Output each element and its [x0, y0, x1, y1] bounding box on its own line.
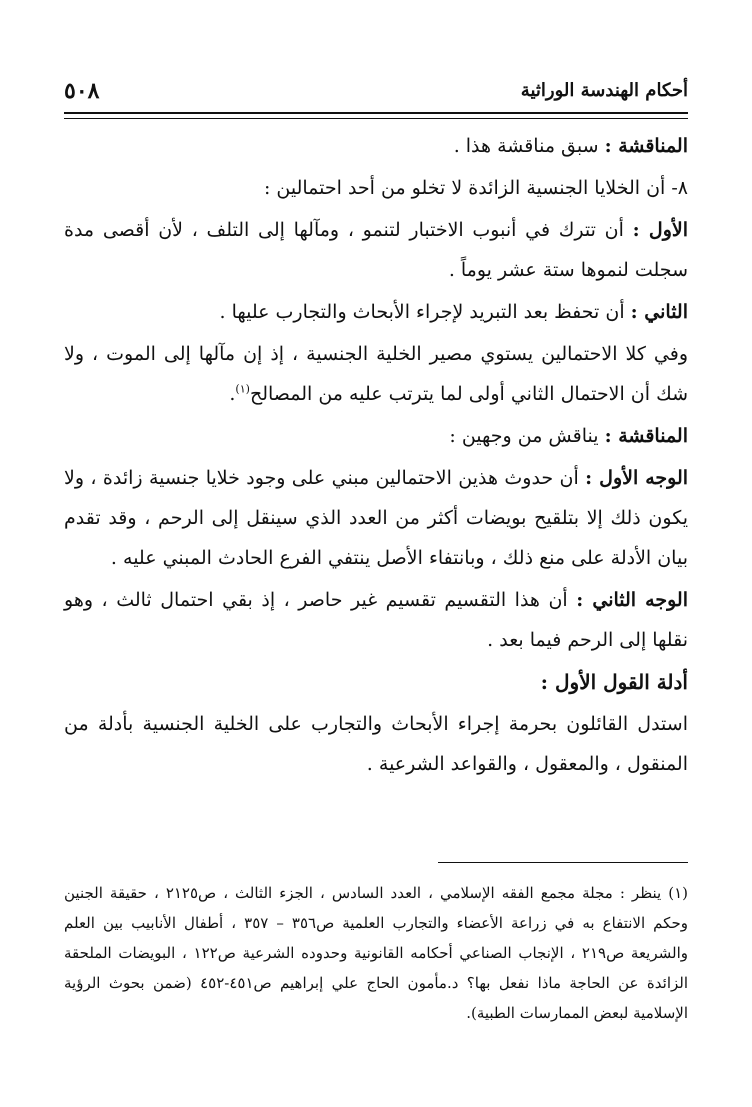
paragraph-text: سبق مناقشة هذا . [453, 135, 605, 157]
paragraph-second-aspect [64, 580, 688, 660]
paragraph-text: أن حدوث هذين الاحتمالين مبني على وجود خلايا جنسية زائدة ، ولا يكون ذلك إلا بتلقيح بويضات أكثر من العدد الذي سينقل إلى الرحم ، وقد تقدم بيان الأدلة على منع ذلك ، وبانتفاء الأصل ينتفي الفرع الحادث المبني عليه . [64, 467, 688, 569]
header-rule-thick [64, 112, 688, 114]
first-label: الأول : [632, 219, 688, 241]
page-header [64, 80, 688, 110]
paragraph-point-8 [64, 168, 688, 208]
paragraph-text: وفي كلا الاحتمالين يستوي مصير الخلية الجنسية ، إذ إن مآلها إلى الموت ، ولا شك أن الاحتمال الثاني أولى لما يترتب عليه من المصالح [64, 343, 688, 405]
footnote-marker: (١) [235, 382, 250, 396]
section-heading: أدلة القول الأول : [540, 670, 688, 694]
paragraph-text: أن تحفظ بعد التبريد لإجراء الأبحاث والتجارب عليها . [219, 301, 631, 323]
second-label: الثاني : [630, 301, 688, 323]
main-text [64, 126, 688, 786]
paragraph-text: يناقش من وجهين : [449, 425, 605, 447]
discussion-label: المناقشة : [604, 135, 688, 157]
paragraph-text: ٨- أن الخلايا الجنسية الزائدة لا تخلو من أحد احتمالين : [263, 177, 688, 199]
paragraph-first-option [64, 210, 688, 290]
paragraph-text: أن تترك في أنبوب الاختبار لتنمو ، ومآلها إلى التلف ، لأن أقصى مدة سجلت لنموها ستة عشر يوماً . [64, 219, 688, 281]
paragraph-text: أن هذا التقسيم تقسيم غير حاصر ، إذ بقي احتمال ثالث ، وهو نقلها إلى الرحم فيما بعد . [64, 589, 688, 651]
page-number: ٥٠٨ [64, 78, 100, 104]
second-aspect-label: الوجه الثاني : [576, 589, 688, 611]
paragraph-second-option [64, 292, 688, 332]
paragraph-text: استدل القائلون بحرمة إجراء الأبحاث والتجارب على الخلية الجنسية بأدلة من المنقول ، والمعقول ، والقواعد الشرعية . [64, 713, 688, 775]
paragraph-both-options [64, 334, 688, 414]
paragraph-discussion-2 [64, 416, 688, 456]
paragraph-discussion-1 [64, 126, 688, 166]
footnote-separator [438, 862, 688, 863]
discussion-label: المناقشة : [604, 425, 688, 447]
paragraph-evidence [64, 704, 688, 784]
footnote: (١) ينظر : مجلة مجمع الفقه الإسلامي ، العدد السادس ، الجزء الثالث ، ص٢١٢٥ ، حقيقة الجنين وحكم الانتفاع به في زراعة الأعضاء والتجارب العلمية ص٣٥٦ – ٣٥٧ ، أطفال الأنابيب بين العلم والشريعة ص٢١٩ ، الإنجاب الصناعي أحكامه القانونية وحدوده الشرعية ص١٢٢ ، البويضات الملحقة الزائدة عن الحاجة ماذا نفعل بها؟ د.مأمون الحاج علي إبراهيم ص٤٥١-٤٥٢ (ضمن بحوث الرؤية الإسلامية لبعض الممارسات الطبية). [64, 884, 688, 1022]
paragraph-end: . [229, 383, 236, 405]
paragraph-first-aspect [64, 458, 688, 578]
running-title: أحكام الهندسة الوراثية [520, 80, 688, 101]
first-aspect-label: الوجه الأول : [585, 467, 689, 489]
header-rule-thin [64, 118, 688, 119]
